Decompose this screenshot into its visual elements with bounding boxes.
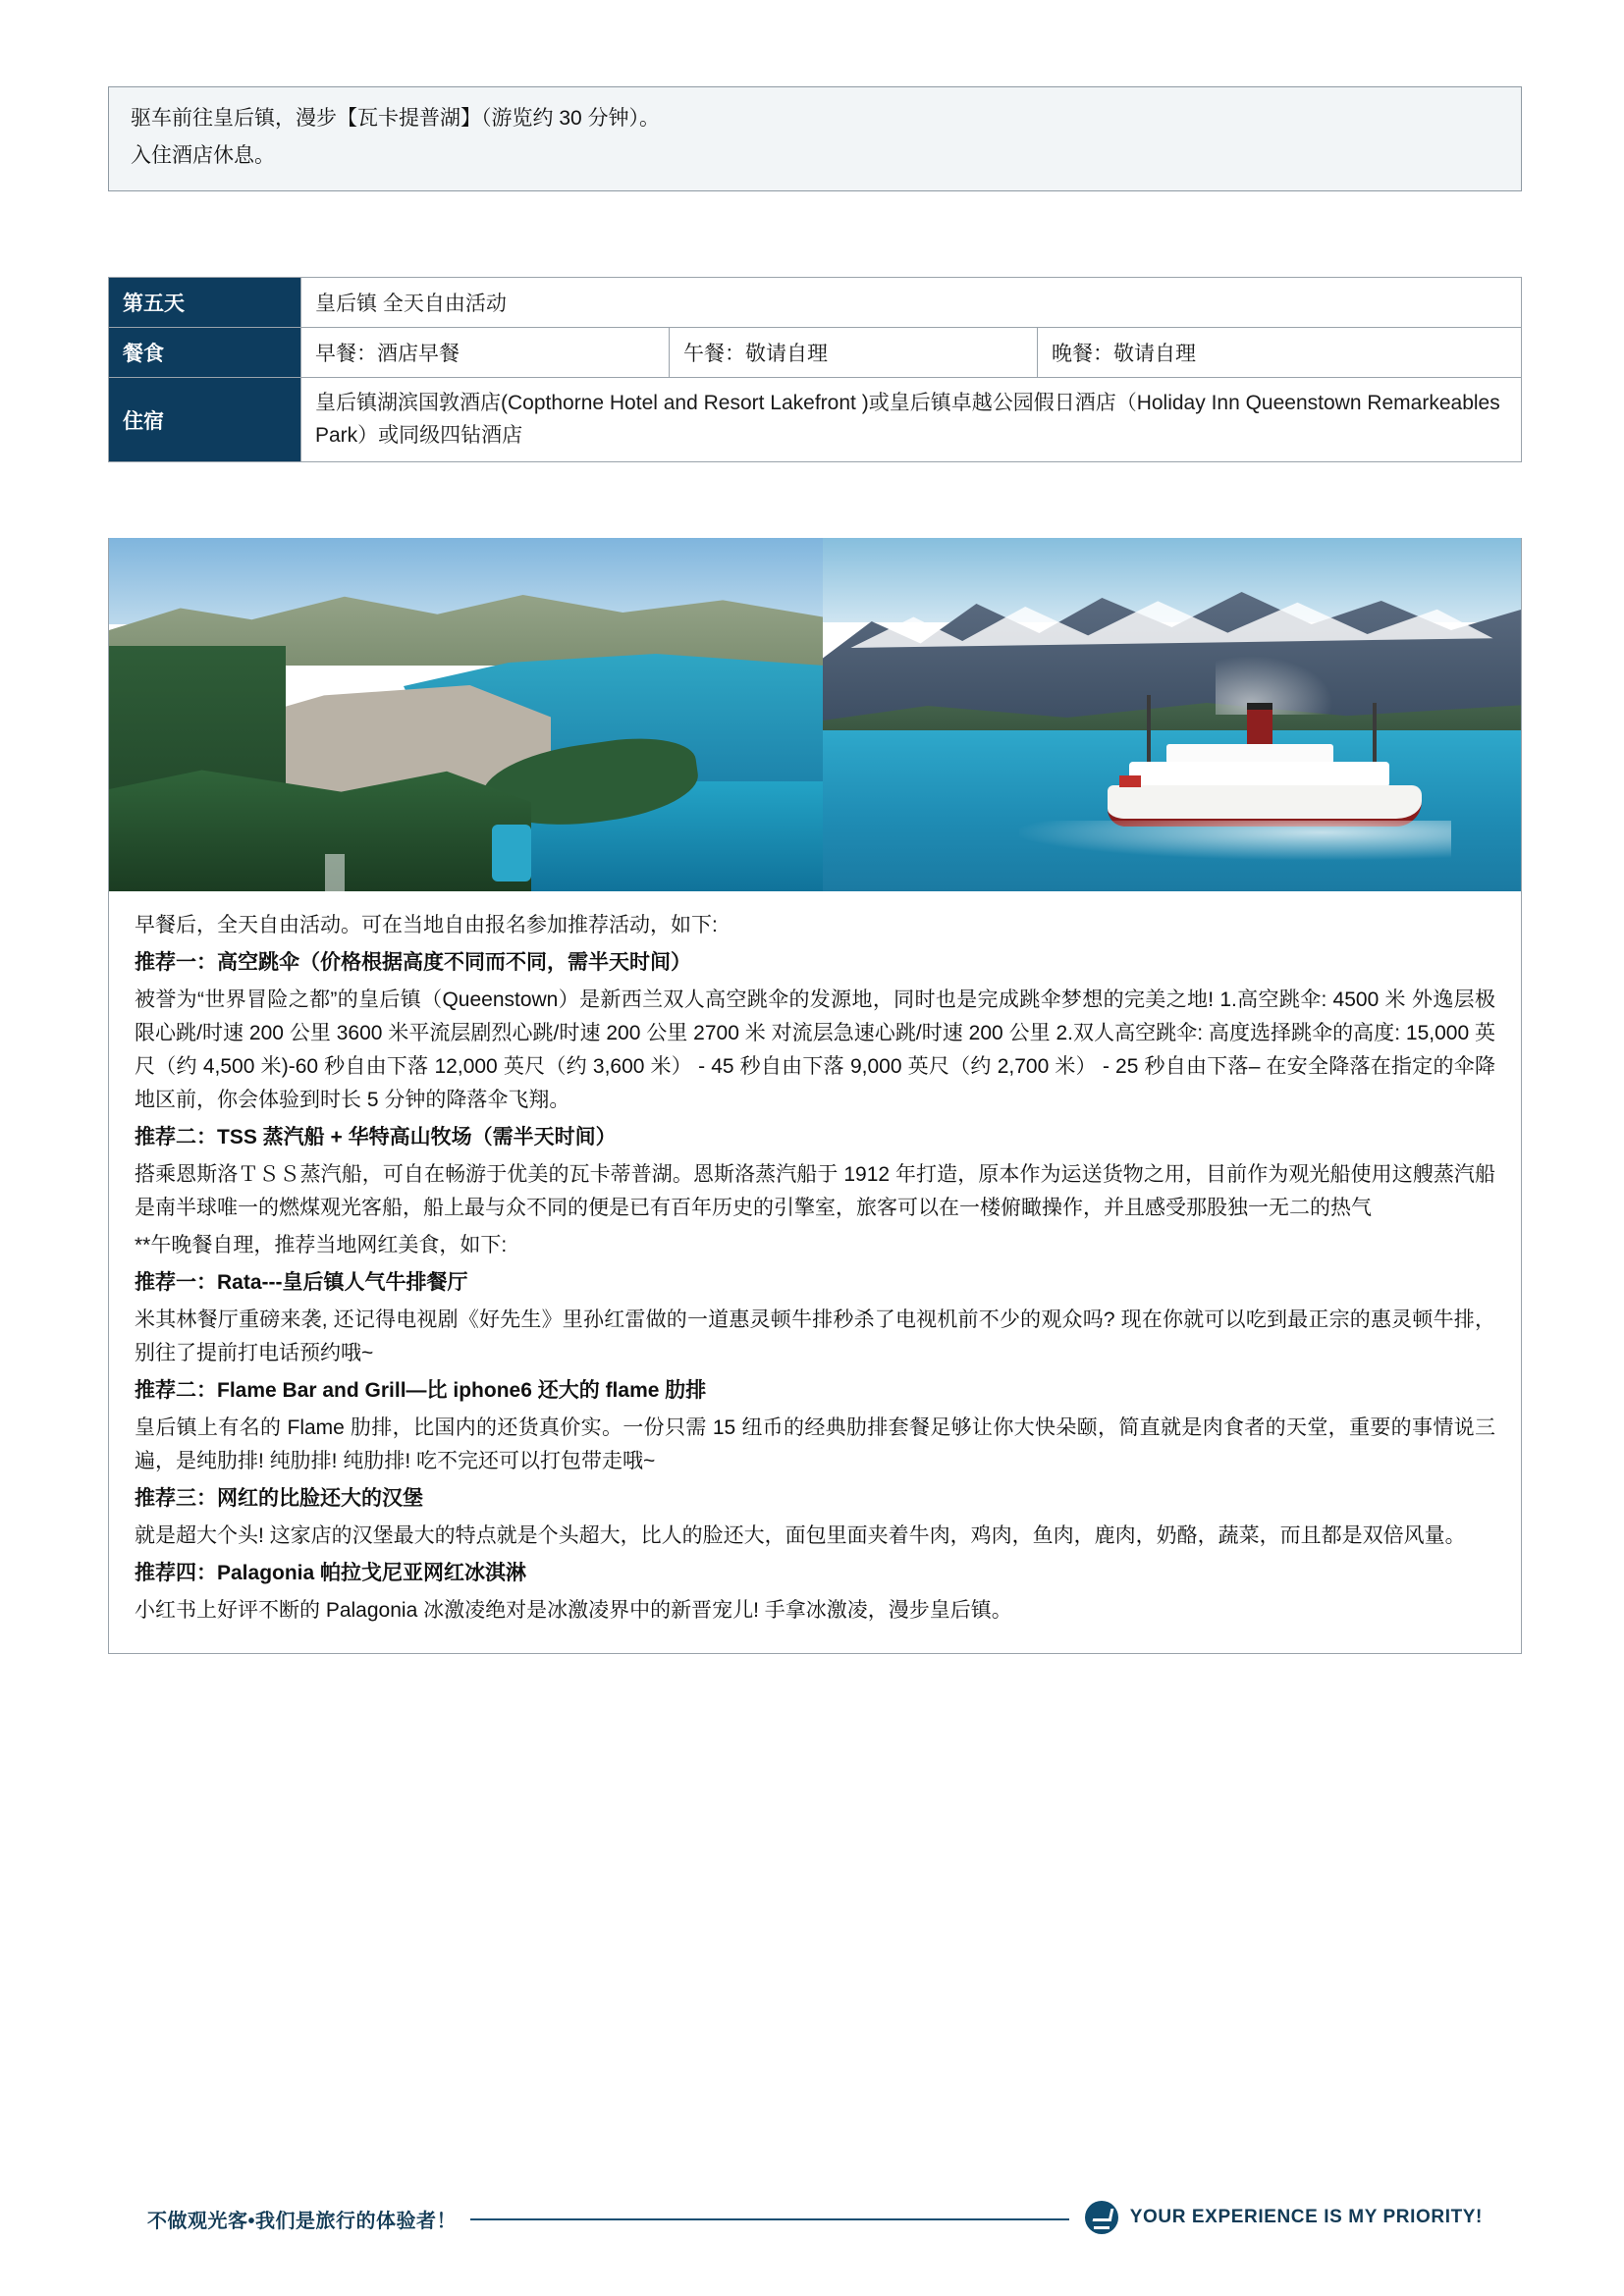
table-row-stay <box>109 378 1522 462</box>
food-intro-text: **午晚餐自理，推荐当地网红美食，如下: <box>135 1234 508 1257</box>
itinerary-table <box>108 277 1522 462</box>
recommend-2-title: 推荐二：TSS 蒸汽船 + 华特高山牧场（需半天时间） <box>135 1126 617 1149</box>
photo-row <box>108 538 1522 891</box>
food-4-title: 推荐四：Palagonia 帕拉戈尼亚网红冰淇淋 <box>135 1562 527 1585</box>
food-4-text: 小红书上好评不断的 Palagonia 冰激凌绝对是冰激凌界中的新晋宠儿! 手拿冰激凌，漫步皇后镇。 <box>135 1599 1012 1623</box>
meal-label: 餐食 <box>109 328 301 378</box>
breakfast-cell: 早餐：酒店早餐 <box>301 328 670 378</box>
gondola-layer <box>492 825 531 881</box>
food-1-text: 米其林餐厅重磅来袭, 还记得电视剧《好先生》里孙红雷做的一道惠灵顿牛排秒杀了电视机前不少的观众吗? 现在你就可以吃到最正宗的惠灵顿牛排，别往了提前打电话预约哦~ <box>135 1308 1495 1365</box>
footer-brand <box>1069 2201 1483 2234</box>
top-note-box <box>108 86 1522 191</box>
page-footer <box>0 2187 1624 2256</box>
body-text-box <box>108 891 1522 1654</box>
food-3-title: 推荐三：网红的比脸还大的汉堡 <box>135 1487 423 1511</box>
table-row-day <box>109 278 1522 328</box>
top-note-line-1: 驱车前往皇后镇，漫步【瓦卡提普湖】（游览约 30 分钟）。 <box>131 107 661 130</box>
ship-top-deck <box>1166 744 1333 764</box>
lunch-cell: 午餐：敬请自理 <box>670 328 1038 378</box>
ship-wake <box>1019 821 1451 860</box>
tss-earnslaw-steamship-photo <box>823 538 1521 891</box>
food-2-title: 推荐二：Flame Bar and Grill—比 iphone6 还大的 flame 肋排 <box>135 1379 707 1403</box>
day-title: 皇后镇 全天自由活动 <box>301 278 1522 328</box>
footer-tagline: YOUR EXPERIENCE IS MY PRIORITY! <box>1129 2207 1483 2227</box>
ship-flag <box>1119 775 1141 787</box>
ship-funnel <box>1247 703 1272 750</box>
table-row-meals <box>109 328 1522 378</box>
dinner-cell: 晚餐：敬请自理 <box>1038 328 1522 378</box>
ship-mast-front <box>1147 695 1151 764</box>
day-label: 第五天 <box>109 278 301 328</box>
ship-upper-deck <box>1129 762 1389 787</box>
food-3-text: 就是超大个头! 这家店的汉堡最大的特点就是个头超大，比人的脸还大，面包里面夹着牛肉，鸡肉，鱼肉，鹿肉，奶酪，蔬菜，而且都是双倍风量。 <box>135 1524 1466 1548</box>
brand-logo-icon <box>1085 2201 1118 2234</box>
top-note-line-2: 入住酒店休息。 <box>131 143 275 167</box>
footer-slogan: 不做观光客•我们是旅行的体验者！ <box>147 2205 470 2233</box>
ship-mast-rear <box>1373 703 1377 766</box>
intro-text: 早餐后，全天自由活动。可在当地自由报名参加推荐活动，如下: <box>135 914 718 936</box>
smoke-plume <box>1216 656 1333 715</box>
recommend-2-text: 搭乘恩斯洛ＴＳＳ蒸汽船，可自在畅游于优美的瓦卡蒂普湖。恩斯洛蒸汽船于 1912 年打造，原本作为运送货物之用，目前作为观光船使用这艘蒸汽船是南半球唯一的燃煤观光客船，船上最与众不同的便是已有百年历史的引擎室，旅客可以在一楼俯瞰操作，并且感受那股独一无二的热气 <box>135 1163 1495 1220</box>
food-2-text: 皇后镇上有名的 Flame 肋排，比国内的还货真价实。一份只需 15 纽币的经典肋排套餐足够让你大快朵颐，简直就是肉食者的天堂，重要的事情说三遍，是纯肋排! 纯肋排! 纯肋排! 吃不完还可以打包带走哦~ <box>135 1416 1495 1473</box>
queenstown-aerial-photo <box>109 538 823 891</box>
food-1-title: 推荐一：Rata---皇后镇人气牛排餐厅 <box>135 1271 468 1295</box>
stay-label: 住宿 <box>109 378 301 462</box>
recommend-1-text: 被誉为“世界冒险之都”的皇后镇（Queenstown）是新西兰双人高空跳伞的发源地，同时也是完成跳伞梦想的完美之地! 1.高空跳伞: 4500 米 外逸层极限心跳/时速 200 公里 3600 米平流层剧烈心跳/时速 200 公里 2700 米 对流层急速心跳/时速 200 公里 2.双人高空跳伞: 高度选择跳伞的高度: 15,000 英尺（约 4,500 米)-60 秒自由下落 12,000 英尺（约 3,600 米） - 45 秒自由下落 9,000 英尺（约 2,700 米） - 25 秒自由下落– 在安全降落在指定的伞降地区前，你会体验到时长 5 分钟的降落伞飞翔。 <box>135 988 1495 1112</box>
stay-text: 皇后镇湖滨国敦酒店(Copthorne Hotel and Resort Lakefront )或皇后镇卓越公园假日酒店（Holiday Inn Queenstown Remarkeables Park）或同级四钻酒店 <box>301 378 1522 462</box>
recommend-1-title: 推荐一：高空跳伞（价格根据高度不同而不同，需半天时间） <box>135 951 691 975</box>
